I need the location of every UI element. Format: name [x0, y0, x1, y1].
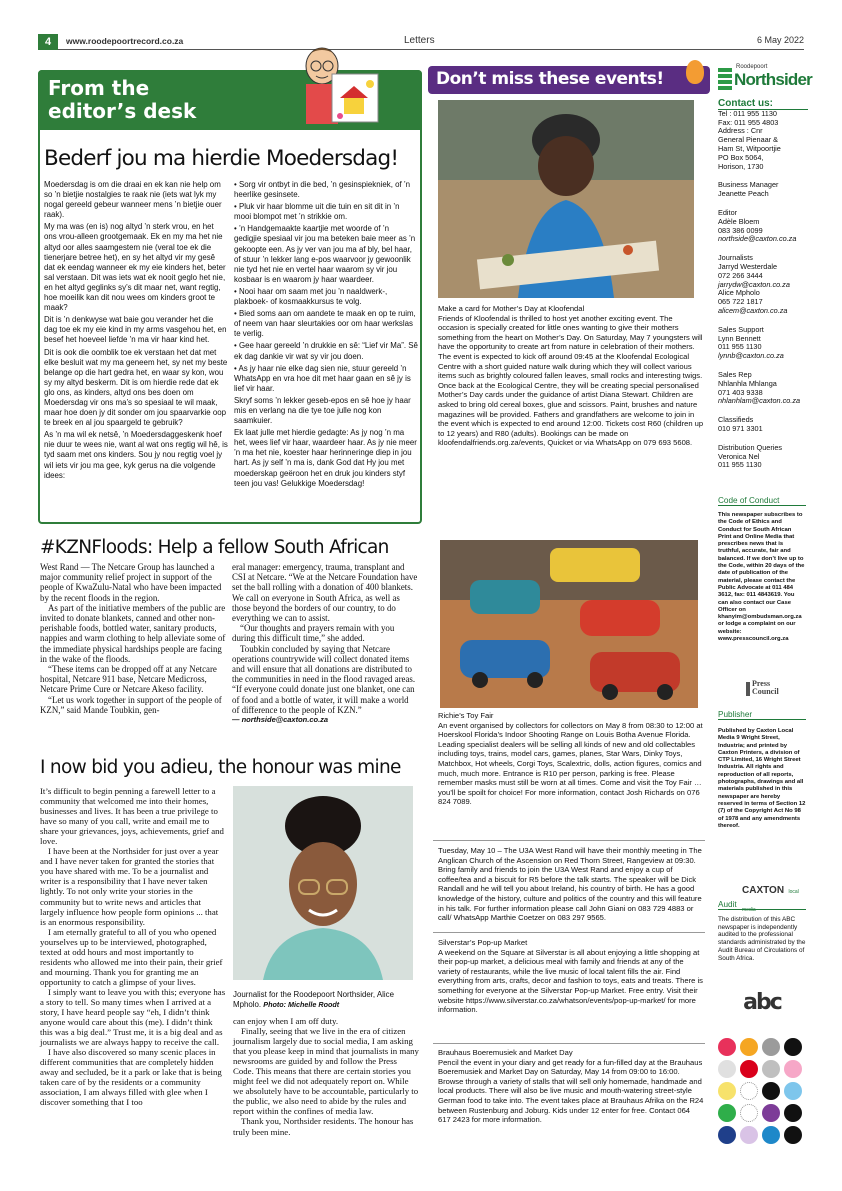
editors-desk-title: From the editor’s desk: [48, 76, 197, 123]
masthead-logo: [716, 62, 812, 96]
contact-block: [718, 100, 808, 500]
kzn-col-2: [232, 562, 418, 752]
staff-email[interactable]: nhlanhlam@caxton.co.za: [718, 396, 801, 406]
list-item: • Pluk vir haar blomme uit die tuin en sit dit in ’n mooi blompot met ’n strikkie om.: [234, 202, 400, 222]
swatch: [762, 1038, 780, 1056]
swatch: [740, 1060, 758, 1078]
swatch: [762, 1104, 780, 1122]
staff-name: Lynn Bennett: [718, 333, 761, 343]
staff-name: Jarryd Westerdale: [718, 261, 778, 271]
kzn-col-1: [40, 562, 226, 752]
para: “These items can be dropped off at any Netcare hospital, Netcare 911 base, Netcare Medicross, Netcare Prime Cure or Netcare Akeso facility.: [40, 664, 217, 695]
section-label: Letters: [404, 35, 435, 46]
adieu-col-2: [233, 1016, 419, 1156]
contact-line: General Pienaar &: [718, 135, 779, 145]
kzn-headline: #KZNFloods: Help a fellow South African: [40, 537, 389, 558]
photo-credit: Photo: Michelle Roodt: [263, 1000, 340, 1009]
swatch: [762, 1060, 780, 1078]
swatch: [718, 1126, 736, 1144]
events-banner-title: Don’t miss these events!: [436, 69, 664, 89]
boy-mothers-day-photo: [438, 100, 694, 298]
para: Skryf soms ’n lekker geseb-epos en sê hoe jy haar mis en verlang na die tye toe julle nog kon saamkuier.: [234, 395, 411, 426]
swatch: [740, 1038, 758, 1056]
swatch: [740, 1126, 758, 1144]
staff-phone: 072 266 3444: [718, 270, 763, 280]
audit-title: Audit: [718, 900, 806, 910]
event-item: [438, 711, 704, 829]
swatch: [740, 1082, 758, 1100]
staff-name: 010 971 3301: [718, 423, 763, 433]
staff-phone: 011 955 1130: [718, 460, 762, 470]
swatch: [784, 1104, 802, 1122]
para: As part of the initiative members of the public are invited to donate blankets, canned and other non-perishable foods, bottled water, sanitary products, nappies and warm clothing to help alleviate some of the immediate physical hardships people are facing in the wake of the floods.: [40, 602, 226, 664]
staff-email[interactable]: northside@caxton.co.za: [718, 234, 797, 244]
para: can enjoy when I am off duty.: [233, 1016, 339, 1026]
contact-line: Ham St, Witpoortjie: [718, 143, 781, 153]
swatch: [718, 1104, 736, 1122]
code-of-conduct-text: This newspaper subscribes to the Code of Ethics and Conduct for South African Print and Online Media that prescribes news that is truthful, accurate, fair and balanced. If we don’t live up to the Code, within 20 days of the date of publication of the material, please contact the Public Advocate at 011 484 3612, fax: 011 4843619. You can also contact our Case Officer on khanyim@ombudsman.org.za or lodge a complaint on our website: www.presscouncil.org.za: [718, 512, 805, 643]
contact-title: Contact us:: [718, 100, 808, 110]
para: “Let us work together in support of the people of KZN,” said Mande Toubkin, gen-: [40, 694, 222, 715]
staff-name: Nhlanhla Mhlanga: [718, 378, 777, 388]
issue-date: 6 May 2022: [756, 35, 804, 45]
swatch: [784, 1082, 802, 1100]
contact-line: PO Box 5064,: [718, 152, 764, 162]
staff-role: Distribution Queries: [718, 442, 783, 452]
staff-email[interactable]: lynnb@caxton.co.za: [718, 351, 784, 361]
page-number: 4: [38, 34, 58, 50]
para: Dit is ’n denkwyse wat baie gou verander het die dag toe ek my eie kind in my arms vasgehou het, en besef het hoeveel liefde ’n ma vir haar kind het.: [44, 315, 227, 345]
press-council-text: Press Council: [752, 679, 779, 696]
swatch: [740, 1104, 758, 1122]
event-item: [438, 1048, 704, 1140]
para: I have also discovered so many scenic places in different communities that are completely hidden away and secluded, be it a park or lake that is being taken care of by the residents or a community association, I am always filled with glee when I discover something that I too: [40, 1047, 222, 1108]
divider: [433, 840, 705, 841]
para: Toubkin concluded by saying that Netcare operations countrywide will collect donated items and will ensure that all donations are distributed to the communities in need in the flood ravaged areas. “If everyone could donate just one blanket, one can of food and a bottle of water, it will make a world of difference to the people of KZN.”: [232, 643, 416, 715]
staff-phone: 071 403 9338: [718, 387, 763, 397]
event-title: Silverstar’s Pop-up Market: [438, 938, 528, 947]
caxton-logo: [742, 880, 808, 913]
staff-name: Adèle Bloem: [718, 216, 760, 226]
para: Finally, seeing that we live in the era of citizen journalism largely due to social media, I am asking that you please keep in mind that journalists in many newsrooms are guided by and follow the Press Code. This means that there are certain stories you might feel we did not adequately report on. While we absolutely have to be accountable, particularly to the public, we also need to abide by the rules and report within the confines of media law.: [233, 1026, 419, 1117]
toy-cars-photo: [440, 540, 698, 708]
event-body: A weekend on the Square at Silverstar is all about enjoying a little shopping at their pop-up market, a delicious meal with family and friends at any of the variety of restaurants, while the live music of local talent fills the air. Find everything from arts, crafts, decor and fashion to toys, eats and treats. There is something for everyone at the Silverstar Pop-up Market. Free entry. Visit their website https://www.silverstar.co.za/whatson/events/pop-up-market/ for more information.: [438, 947, 703, 1015]
event-title: Richie’s Toy Fair: [438, 711, 494, 720]
para: eral manager: emergency, trauma, transplant and CSI at Netcare. “We at the Netcare Foundation have set the ball rolling with a donation of 400 blankets. We call on everyone in South Africa, as well as those beyond the borders of our country, to do everything we can to assist.: [232, 562, 418, 624]
para: I simply want to leave you with this; everyone has a story to tell. So many times when I arrived at a story, I have heard people say “eh, I didn’t think anyone would care about this (me). I didn’t think this was a big deal.” Trust me, it is a big deal and as journalists we are always happy to receive the call.: [40, 986, 226, 1048]
staff-name: Alice Mpholo: [718, 288, 760, 298]
contact-line: Tel : 011 955 1130: [718, 108, 777, 118]
audit-text: The distribution of this ABC newspaper is independently audited to the professional standards administrated by the Audit Bureau of Circulations of South Africa.: [718, 916, 806, 962]
contact-line: Horison, 1730: [718, 161, 764, 171]
editor-cartoon-illustration: [292, 40, 380, 126]
staff-phone: 065 722 1817: [718, 297, 763, 307]
event-item: [438, 304, 704, 528]
event-body: An event organised by collectors for collectors on May 8 from 08:30 to 12:00 at Hoerskool Florida’s Indoor Shooting Range on Louis Botha Avenue Florida. Leading specialist dealers will be selling all kinds of new and old collectables including toys, trains, model cars, games, planes, Star Wars, Dinky Toys, Matchbox, Hot wheels, Corgi Toys, Scalextric, dolls, action figures, comics and much, much more. Entrance is R10 per person, parking is free. Please remember masks must still be worn at all times. Come and visit the Toy Fair … you’ll be spoilt for choice! For more information, contact Josh Richards on 076 824 7089.: [438, 720, 703, 807]
divider: [433, 932, 705, 933]
list-item: • ’n Handgemaakte kaartjie met woorde of ’n gedigjie spesiaal vir jou ma beteken baie meer as ’n gekoopte een. As jy ver van jou ma af bly, bel haar, of stuur ’n lekker lang e-pos waarvoor jy gewoonlik nie tyd het nie en vertel haar waarom sy vir jou kosbaar is en waarom jy haar waardeer.: [234, 224, 416, 284]
code-of-conduct-title: Code of Conduct: [718, 496, 806, 506]
event-title: Brauhaus Boeremusiek and Market Day: [438, 1048, 573, 1057]
swatch: [784, 1038, 802, 1056]
contact-line: Fax: 011 955 4803: [718, 117, 779, 127]
list-item: • Nooi haar om saam met jou ’n naaldwerk-, plakboek- of kosmaakkursus te volg.: [234, 286, 388, 307]
event-title: Make a card for Mother’s Day at Kloofendal: [438, 304, 585, 313]
logo-small: Roodepoort: [736, 64, 768, 70]
staff-phone: 011 955 1130: [718, 342, 762, 352]
event-body: Friends of Kloofendal is thrilled to host yet another exciting event. The occasion is specially created for little ones wanting to give their mothers something from the heart on Mother’s Day. On Saturday, May 7 youngsters will have the opportunity to create art from nature in celebration of their mothers. The event is expected to kick off around 09:45 at the Kloofendal Ecological Centre with a short guided nature walk during which they will collect various items such as brightly coloured fallen leaves, small rocks and interesting twigs. Once back at the Ecological Centre, they will be creating special personalised Mother’s Day cards under the guidance of artist Diana Stewart. Children are asked to bring old cereal boxes, glue and scissors. Paint, brushes and nature magazines will be provided. Fathers and grandfathers are welcome to join in the event which is expected to end around 12:00. Tickets cost R60 (children up to 12 years) and R80 (adults). Bookings can be made on kloofendalfriends.org.za/events, Quicket or via WhatsApp on 079 693 5608.: [438, 313, 704, 448]
list-item: • As jy haar nie elke dag sien nie, stuur gereeld ’n WhatsApp en vra hoe dit met haar gaan en sê jy is lief vir haar.: [234, 363, 411, 393]
caxton-logo-sub: local media: [742, 889, 799, 913]
staff-name: Jeanette Peach: [718, 189, 769, 199]
publisher-text: Published by Caxton Local Media 9 Wright Street, Industria; and printed by Caxton Printers, a division of CTP Limited, 16 Wright Street Industria. All rights and reproduction of all reports, photographs, drawings and all materials published in this newspaper are hereby reserved in terms of Section 12 (7) of the Copyright Act No 98 of 1978 and any amendments thereof.: [718, 728, 806, 829]
list-item: • Gee haar gereeld ’n drukkie en sê: “Lief vir Ma”. Sê ek dag dankie vir wat sy vir jou doen.: [234, 341, 418, 361]
para: I am eternally grateful to all of you who opened yourselves up to be interviewed, photographed, texted at odd hours and most importantly to residents who allowed me into their pain, their grief and mourning. Thank you for granting me an opportunity to catch a glimpse of your lives.: [40, 926, 223, 987]
editors-desk-col-2: [234, 180, 418, 518]
adieu-col-1: [40, 786, 226, 1156]
staff-role: Journalists: [718, 253, 753, 263]
swatch: [784, 1060, 802, 1078]
event-item: [438, 846, 704, 928]
caxton-logo-text: CAXTON: [742, 885, 785, 896]
para: As ’n ma wil ek netsê, ’n Moedersdaggeskenk hoef nie duur te wees nie, want al wat ons regtig wil hê, is tyd saam met ons kinders. Sou jy nou regtig voel jy wil iets vir jou ma gee, kyk gerus na die volgende idees:: [44, 430, 228, 480]
para: My ma was (en is) nog altyd ’n sterk vrou, en het ons vrou-alleen grootgemaak. Ek en my ma het nie altyd oor alles saamgestem nie (veral toe ek die tienerjare betree het), en sy het altyd vir my gesê dat ek eendag wanneer ek my eie kinders het, beter sal verstaan. Dit was iets wat ek nooit geglo het nie, en het altyd geglinks sy’s dit maar net, want regtig, hoe moeilik kan dit nou wees om kinders groot te maak?: [44, 222, 226, 313]
list-item: • Bied soms aan om aandete te maak en op te ruim, of neem van haar sleurtakies oor om haar werkslas te verlig.: [234, 309, 416, 339]
swatch: [762, 1126, 780, 1144]
staff-role: Sales Rep: [718, 369, 752, 379]
caption-text: Journalist for the Roodepoort Northsider, Alice Mpholo.: [233, 990, 394, 1009]
list-item: • Sorg vir ontbyt in die bed, ’n gesinspiekniek, of ’n heerlike gesinsete.: [234, 180, 411, 200]
para: Moedersdag is om die draai en ek kan nie help om so ’n bietjie nostalgies te raak nie (iets wat lyk my nogal gereeld gebeur wanneer mens ’n bietjie ouer raak).: [44, 180, 222, 220]
color-registration-swatches: [716, 1036, 804, 1160]
event-body: Pencil the event in your diary and get ready for a fun-filled day at the Brauhaus Boeremusiek and Market Day on Saturday, May 14 from 09:00 to 16:00. Browse through a variety of stalls that will sell only homemade, handmade and local products. There will also be live music and mouth-watering street-style German food to take into. The event takes place at Brauhaus Afrika on the R24 between Rustenburg and Joburg. Kids under 12 enter for free. Contact 064 617 2423 for more information.: [438, 1057, 704, 1125]
logo-dots: [718, 68, 732, 90]
swatch: [784, 1126, 802, 1144]
press-council-mark-icon: [746, 682, 750, 696]
para: I have been at the Northsider for just over a year and I have never taken for granted the stories that you have shared with me. To be a journalist and writer is a responsibility that I have never taken lightly. To not only write your stories in the community but to write news and articles that largely influence how people form opinions ... that is an enormous responsibility.: [40, 846, 219, 927]
staff-role: Editor: [718, 207, 738, 217]
swatch: [718, 1038, 736, 1056]
swatch: [718, 1082, 736, 1100]
staff-phone: 083 386 0099: [718, 225, 763, 235]
para: Thank you, Northsider residents. The honour has truly been mine.: [233, 1116, 414, 1137]
publisher-title: Publisher: [718, 710, 806, 720]
website-link[interactable]: www.roodepoortrecord.co.za: [66, 36, 184, 46]
contact-line: Address : Cnr: [718, 126, 763, 136]
staff-email[interactable]: alicem@caxton.co.za: [718, 305, 788, 315]
editors-desk-col-1: [44, 180, 228, 518]
logo-big: Northsider: [734, 70, 812, 89]
para: “Our thoughts and prayers remain with you during this difficult time,” she added.: [232, 623, 395, 644]
editors-desk-box: [38, 70, 422, 524]
press-council-logo: [746, 680, 806, 698]
swatch: [762, 1082, 780, 1100]
staff-name: Veronica Nel: [718, 451, 760, 461]
event-body: Tuesday, May 10 – The U3A West Rand will have their monthly meeting in The Anglican Church of the Ascension on Red Thorn Street, Rangeview at 09:30. Bring family and friends to join the U3A West Rand and enjoy a cup of coffee/tea and a biscuit for R5 before the talk starts. The speaker will be Dick Randall and he will tell you about Ireland, his country of birth. He has a good knowledge of the history, culture and politics of the country and this will feature in his talk. For further information please call John Giani on 083 729 4883 or call/ WhatsApp Marthie Coetzer on 083 297 9565.: [438, 846, 702, 923]
para: It’s difficult to begin penning a farewell letter to a community that welcomed me into their homes, businesses and lives. It has been a true privilege to have so many of you call, write and email me to share your grievances, joys, achievements, grief and love.: [40, 786, 224, 847]
staff-role: Sales Support: [718, 324, 764, 334]
page-header: [38, 34, 804, 50]
para: West Rand — The Netcare Group has launched a major community relief project in support of the people of KwaZulu-Natal who have been impacted by the recent floods in the region.: [40, 562, 222, 603]
events-banner: [428, 66, 710, 94]
photo-caption: [233, 990, 417, 1010]
swatch: [718, 1060, 736, 1078]
para: Ek laat julle met hierdie gedagte: As jy nog ’n ma het, wees lief vir haar, waardeer haar. As jy nie meer ’n ma het nie, koester haar herinneringe diep in jou hart. As jy self ’n ma is, dank God dat Hy jou met moederskap geëroon het en druk jou kinders styf teen jou vas! Gelukkige Moedersdag!: [234, 428, 417, 488]
balloon-icon: [686, 60, 704, 84]
staff-role: Business Manager: [718, 180, 779, 190]
byline-credit: — northside@caxton.co.za: [232, 715, 329, 725]
editors-desk-headline: Bederf jou ma hierdie Moedersdag!: [44, 146, 399, 171]
abc-logo: abc: [743, 990, 781, 1015]
adieu-headline: I now bid you adieu, the honour was mine: [40, 757, 401, 778]
para: Dit is ook die oomblik toe ek verstaan het dat met elke besluit wat my ma geneem het, sy net my beste belange op die hart gedra het, en waar sy kon, wou sy my altyd beskerm. Dit is om hierdie rede dat ek glo ons, as kinders, altyd ons bes doen om Moedersdag vir ons ma’s so spesiaal te wil maak, maar hoe doen jy dit sonder om jou spaarvarkie oop te breek en al jou spaargeld te gebruik?: [44, 347, 228, 428]
staff-email[interactable]: jarrydw@caxton.co.za: [718, 279, 790, 289]
event-item: [438, 938, 704, 1015]
staff-role: Classifieds: [718, 415, 754, 425]
alice-mpholo-photo: [233, 786, 413, 980]
divider: [433, 1043, 705, 1044]
